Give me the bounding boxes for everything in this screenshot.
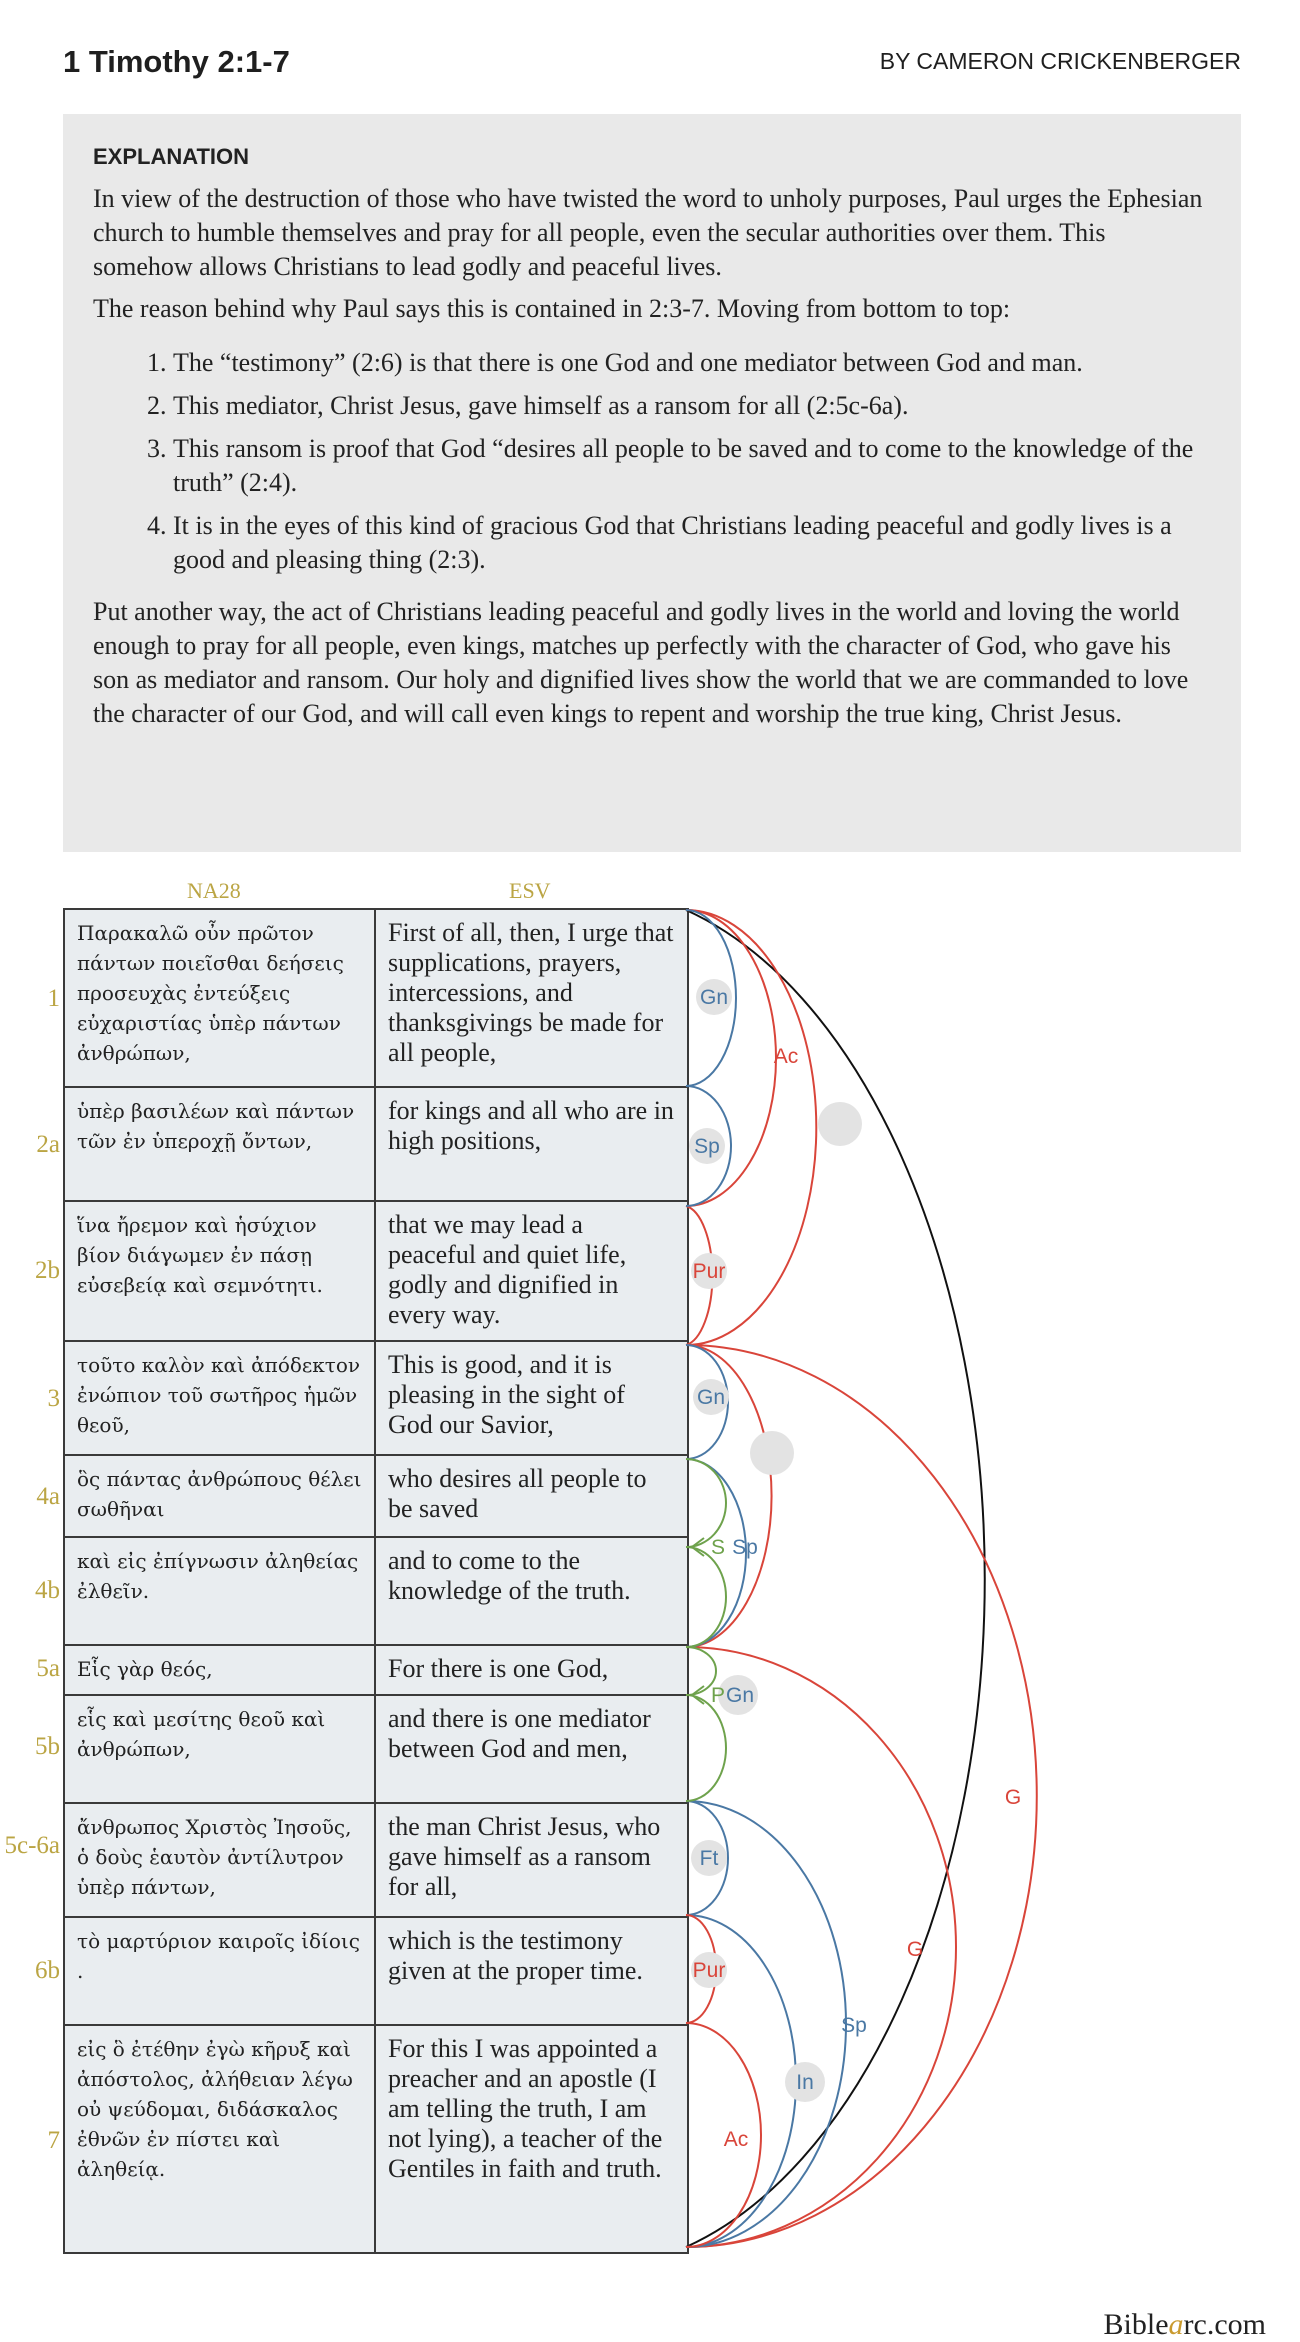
english-cell: who desires all people to be saved: [375, 1455, 688, 1537]
english-cell: which is the testimony given at the proper time.: [375, 1917, 688, 2025]
list-item: 2. This mediator, Christ Jesus, gave himself as a ransom for all (2:5c-6a).: [173, 389, 1211, 423]
arc-label-p: P: [710, 1684, 726, 1707]
arc-label-pur: Pur: [692, 1959, 726, 1982]
arc-s-bottom: [686, 1547, 726, 1647]
english-cell: First of all, then, I urge that supplications, prayers, intercessions, and thanksgivings be made for all people,: [375, 909, 688, 1087]
arc-label-sp: Sp: [732, 1536, 758, 1559]
verse-number: 4b: [35, 1577, 60, 1604]
greek-cell: καὶ εἰς ἐπίγνωσιν ἀληθείας ἐλθεῖν.: [64, 1537, 375, 1645]
brand-text-right: rc.com: [1183, 2308, 1266, 2341]
arc-label-gn: Gn: [725, 1684, 755, 1707]
greek-cell: ἄνθρωπος Χριστὸς Ἰησοῦς, ὁ δοὺς ἑαυτὸν ἀντίλυτρον ὑπὲρ πάντων,: [64, 1803, 375, 1917]
english-cell: and to come to the knowledge of the truth.: [375, 1537, 688, 1645]
greek-cell: Παρακαλῶ οὖν πρῶτον πάντων ποιεῖσθαι δεήσεις προσευχὰς ἐντεύξεις εὐχαριστίας ὑπὲρ πάντων ἀνθρώπων,: [64, 909, 375, 1087]
arc-label-sp: Sp: [841, 2014, 867, 2037]
author-byline: BY CAMERON CRICKENBERGER: [879, 48, 1241, 74]
arc-s-top: [686, 1459, 726, 1547]
arc-label-gn: Gn: [696, 1386, 726, 1409]
greek-cell: τοῦτο καλὸν καὶ ἀπόδεκτον ἐνώπιον τοῦ σωτῆρος ἡμῶν θεοῦ,: [64, 1341, 375, 1455]
arc-label-g: G: [906, 1938, 924, 1961]
arc-label-s: S: [710, 1536, 726, 1559]
verse-number: 1: [47, 985, 60, 1012]
label-bubble: [750, 1431, 794, 1475]
verse-number: 5a: [36, 1655, 60, 1682]
greek-cell: Εἷς γὰρ θεός,: [64, 1645, 375, 1695]
greek-cell: ἵνα ἤρεμον καὶ ἡσύχιον βίον διάγωμεν ἐν πάσῃ εὐσεβείᾳ καὶ σεμνότητι.: [64, 1201, 375, 1341]
list-item: 3. This ransom is proof that God “desires all people to be saved and to come to the knowledge of the truth” (2:4).: [173, 432, 1211, 500]
arc-label-pur: Pur: [692, 1260, 726, 1283]
explanation-paragraph-1: In view of the destruction of those who have twisted the word to unholy purposes, Paul urges the Ephesian church to humble themselves and pray for all people, even the secular authorities over them. This somehow allows Christians to lead godly and peaceful lives.: [93, 184, 1203, 281]
explanation-heading: EXPLANATION: [93, 144, 250, 169]
list-item: 1. The “testimony” (2:6) is that there is one God and one mediator between God and man.: [173, 346, 1211, 380]
page-title: 1 Timothy 2:1-7: [63, 44, 290, 79]
verse-number: 2b: [35, 1257, 60, 1284]
arc-label-in: In: [796, 2071, 814, 2094]
greek-column-header: NA28: [187, 878, 241, 903]
english-column-header: ESV: [509, 878, 551, 903]
verse-number: 3: [47, 1385, 60, 1412]
english-cell: and there is one mediator between God and men,: [375, 1695, 688, 1803]
arc-g-main: [686, 1345, 1037, 2247]
brand-text-mark: a: [1168, 2308, 1184, 2341]
arc-label-g: G: [1004, 1786, 1022, 1809]
english-cell: for kings and all who are in high positions,: [375, 1087, 688, 1201]
greek-cell: εἷς καὶ μεσίτης θεοῦ καὶ ἀνθρώπων,: [64, 1695, 375, 1803]
brand-logo[interactable]: [1104, 2308, 1266, 2342]
label-bubble: [818, 1102, 862, 1146]
brand-text-left: Bible: [1103, 2308, 1169, 2341]
english-cell: This is good, and it is pleasing in the sight of God our Savior,: [375, 1341, 688, 1455]
arc-label-sp: Sp: [694, 1135, 720, 1158]
arc-label-ac: Ac: [723, 2128, 749, 2151]
verse-number: 6b: [35, 1957, 60, 1984]
verse-number: 7: [47, 2127, 60, 2154]
arc-label-gn: Gn: [699, 986, 729, 1009]
explanation-paragraph-3: Put another way, the act of Christians leading peaceful and godly lives in the world and loving the world enough to pray for all people, even kings, matches up perfectly with the character of God, who gave his son as mediator and ransom. Our holy and dignified lives show the world that we are commanded to love the character of our God, and will call even kings to repent and worship the true king, Christ Jesus.: [93, 597, 1189, 728]
greek-cell: εἰς ὃ ἐτέθην ἐγὼ κῆρυξ καὶ ἀπόστολος, ἀλήθειαν λέγω οὐ ψεύδομαι, διδάσκαλος ἐθνῶν ἐν πίστει καὶ ἀληθείᾳ.: [64, 2025, 375, 2253]
greek-cell: τὸ μαρτύριον καιροῖς ἰδίοις .: [64, 1917, 375, 2025]
arc-label-ac: Ac: [773, 1045, 799, 1068]
english-cell: that we may lead a peaceful and quiet life, godly and dignified in every way.: [375, 1201, 688, 1341]
verse-number: 2a: [36, 1131, 60, 1158]
english-cell: the man Christ Jesus, who gave himself as a ransom for all,: [375, 1803, 688, 1917]
verse-number: 4a: [36, 1483, 60, 1510]
arc-label-ft: Ft: [699, 1847, 719, 1870]
english-cell: For this I was appointed a preacher and an apostle (I am telling the truth, I am not lying), a teacher of the Gentiles in faith and truth.: [375, 2025, 688, 2253]
verse-number: 5c-6a: [4, 1832, 60, 1859]
greek-cell: ὃς πάντας ἀνθρώπους θέλει σωθῆναι: [64, 1455, 375, 1537]
english-cell: For there is one God,: [375, 1645, 688, 1695]
greek-cell: ὑπὲρ βασιλέων καὶ πάντων τῶν ἐν ὑπεροχῇ ὄντων,: [64, 1087, 375, 1201]
list-item: 4. It is in the eyes of this kind of gracious God that Christians leading peaceful and godly lives is a good and pleasing thing (2:3).: [173, 509, 1211, 577]
arc-p-bottom: [686, 1695, 726, 1801]
explanation-paragraph-2: The reason behind why Paul says this is contained in 2:3-7. Moving from bottom to top:: [93, 294, 1011, 323]
verse-number: 5b: [35, 1733, 60, 1760]
